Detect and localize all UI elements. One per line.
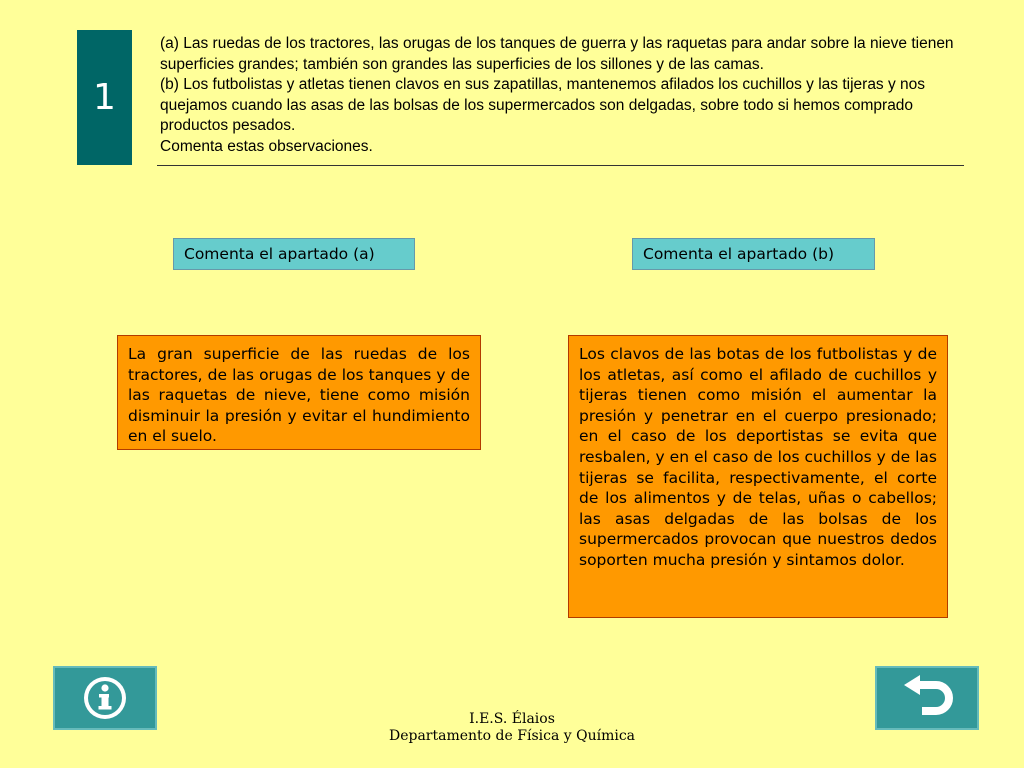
answer-a-box — [117, 335, 481, 450]
comment-b-label: Comenta el apartado (b) — [643, 245, 835, 263]
question-part-b: (b) Los futbolistas y atletas tienen clavos en sus zapatillas, mantenemos afilados los cuchillos y las tijeras y nos quejamos cuando las asas de las bolsas de los supermercados son delgadas, sobre todo si hemos comprado productos pesados. — [160, 76, 926, 134]
school-name: I.E.S. Élaios — [469, 711, 555, 727]
question-instruction: Comenta estas observaciones. — [160, 137, 373, 155]
question-number-badge — [77, 30, 132, 165]
comment-a-button[interactable] — [173, 238, 415, 270]
question-number: 1 — [93, 77, 116, 118]
question-part-a: (a) Las ruedas de los tractores, las orugas de los tanques de guerra y las raquetas para andar sobre la nieve tienen superficies grandes; también son grandes las superficies de los sillones y de las camas. — [160, 35, 954, 73]
comment-a-label: Comenta el apartado (a) — [184, 245, 375, 263]
answer-b-text: Los clavos de las botas de los futbolistas y de los atletas, así como el afilado de cuchillos y tijeras tienen como misión el aumentar la presión y penetrar en el cuerpo presionado; en el caso de los deportistas se evita que resbalen, y en el caso de los cuchillos y de las tijeras se facilita, respectivamente, el corte de los alimentos y de telas, uñas o cabellos; las asas delgadas de las bolsas de los supermercados provocan que nuestros dedos soporten mucha presión y sintamos dolor. — [579, 345, 937, 569]
comment-b-button[interactable] — [632, 238, 875, 270]
answer-a-text: La gran superficie de las ruedas de los tractores, de las orugas de los tanques y de las raquetas de nieve, tiene como misión disminuir la presión y evitar el hundimiento en el suelo. — [128, 345, 470, 446]
answer-b-box — [568, 335, 948, 618]
department-name: Departamento de Física y Química — [388, 728, 636, 744]
question-text — [160, 34, 960, 157]
divider-line — [157, 165, 964, 166]
